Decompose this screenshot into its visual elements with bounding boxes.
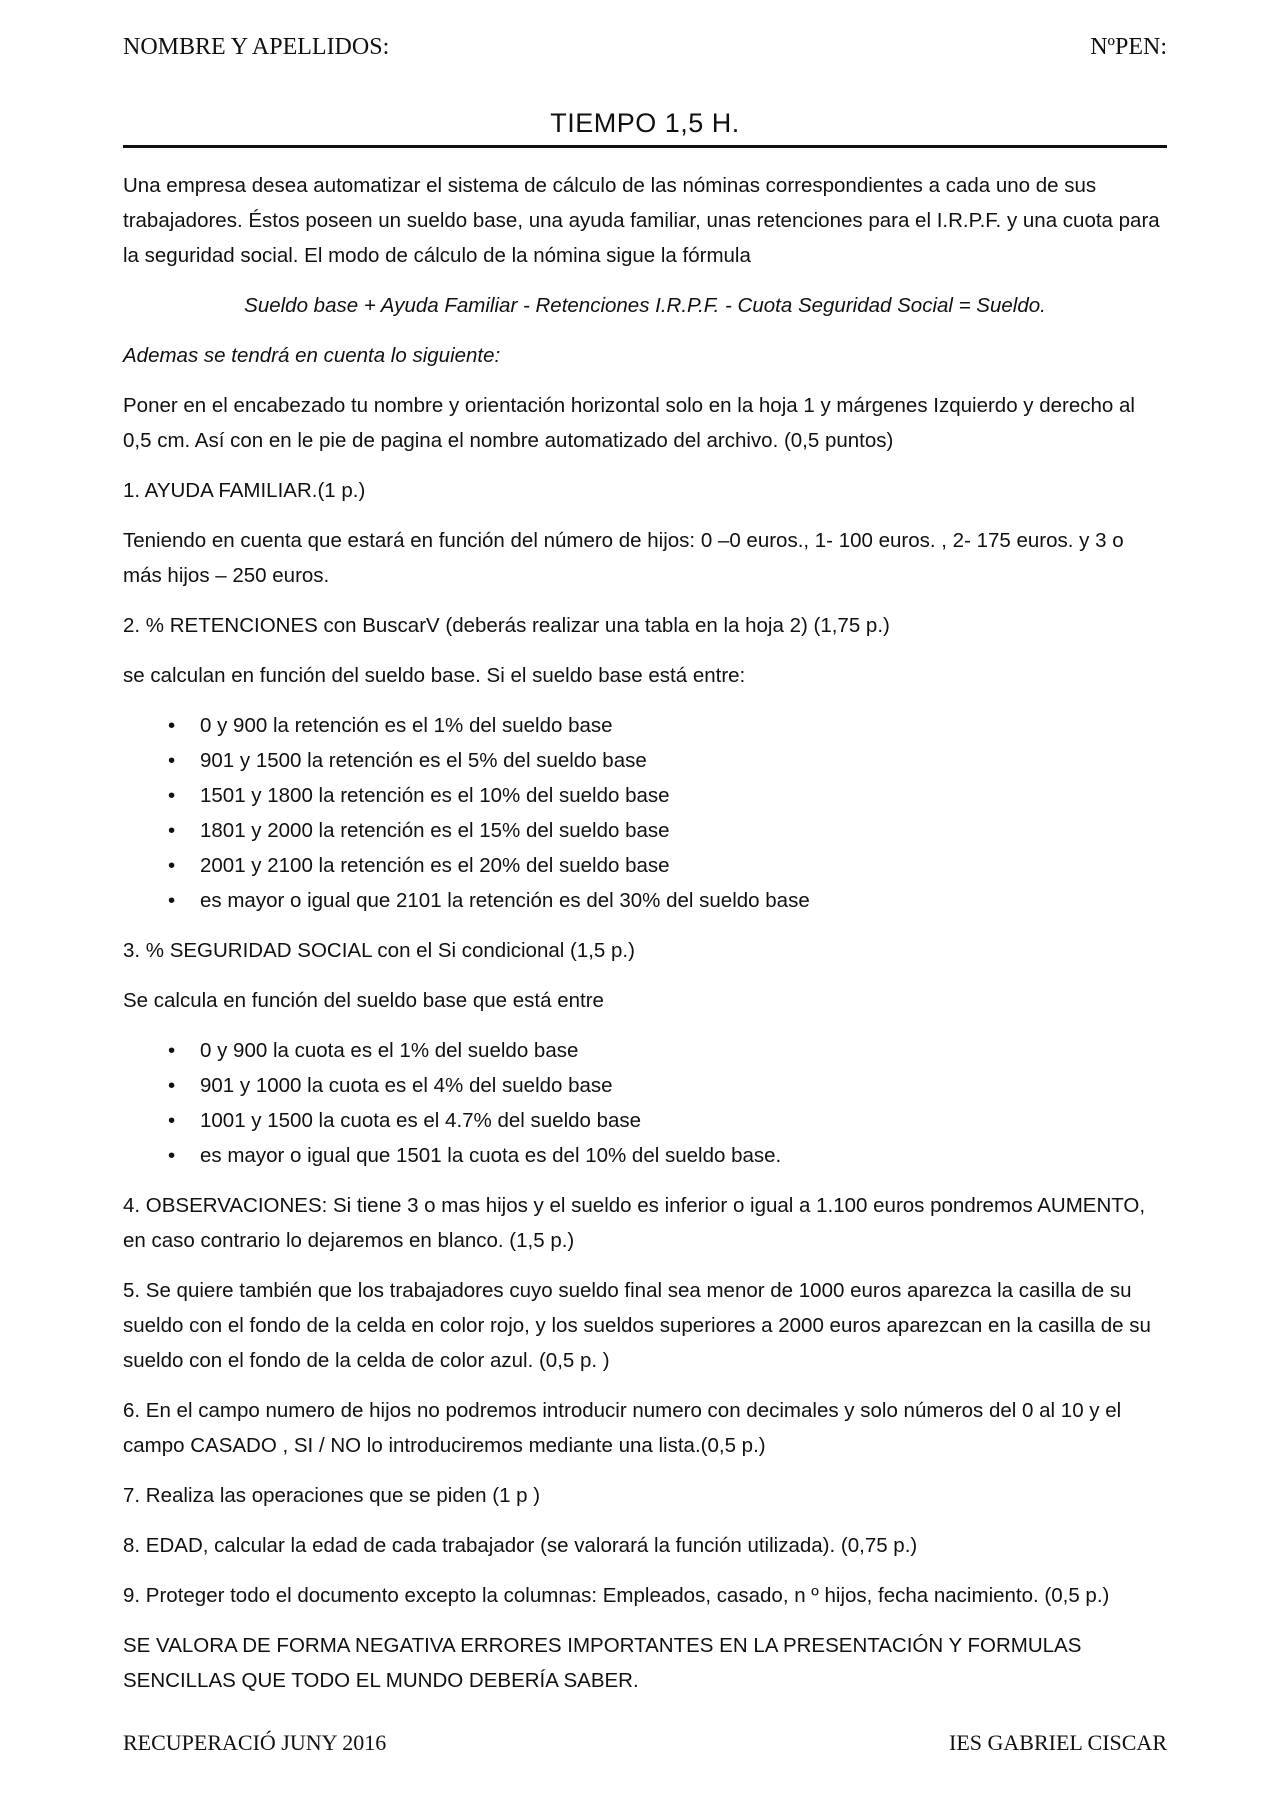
social-security-list <box>123 1033 1167 1173</box>
list-item <box>168 708 1167 743</box>
bullet-icon: • <box>168 1144 176 1167</box>
list-item-text: 901 y 1500 la retención es el 5% del sueldo base <box>200 749 647 772</box>
title-divider <box>123 145 1167 148</box>
list-item-text: 901 y 1000 la cuota es el 4% del sueldo base <box>200 1074 613 1097</box>
list-item <box>168 778 1167 813</box>
list-item <box>168 743 1167 778</box>
section-7-text: 7. Realiza las operaciones que se piden (1 p ) <box>123 1484 541 1507</box>
bullet-icon: • <box>168 784 176 807</box>
intro-note: Ademas se tendrá en cuenta lo siguiente: <box>123 344 501 367</box>
list-item <box>168 813 1167 848</box>
list-item <box>168 1033 1167 1068</box>
section-3-heading: 3. % SEGURIDAD SOCIAL con el Si condicional (1,5 p.) <box>123 939 635 962</box>
list-item-text: es mayor o igual que 1501 la cuota es del 10% del sueldo base. <box>200 1144 782 1167</box>
payroll-formula: Sueldo base + Ayuda Familiar - Retenciones I.R.P.F. - Cuota Seguridad Social = Sueldo. <box>244 294 1046 317</box>
bullet-icon: • <box>168 1109 176 1132</box>
footer-left: RECUPERACIÓ JUNY 2016 <box>123 1730 387 1755</box>
bullet-icon: • <box>168 1039 176 1062</box>
section-2-heading: 2. % RETENCIONES con BuscarV (deberás realizar una tabla en la hoja 2) (1,75 p.) <box>123 614 890 637</box>
list-item <box>168 1138 1167 1173</box>
intro-paragraph: Una empresa desea automatizar el sistema de cálculo de las nóminas correspondientes a cada uno de sus trabajadores. Éstos poseen un sueldo base, una ayuda familiar, unas retenciones para el I.R.P.F. y una cuota para la seguridad social. El modo de cálculo de la nómina sigue la fórmula <box>123 174 1160 267</box>
section-8-text: 8. EDAD, calcular la edad de cada trabajador (se valorará la función utilizada). (0,75 p.) <box>123 1534 918 1557</box>
section-4-text: 4. OBSERVACIONES: Si tiene 3 o mas hijos y el sueldo es inferior o igual a 1.100 euros pondremos AUMENTO, en caso contrario lo dejaremos en blanco. (1,5 p.) <box>123 1194 1146 1252</box>
list-item-text: 1801 y 2000 la retención es el 15% del sueldo base <box>200 819 670 842</box>
bullet-icon: • <box>168 889 176 912</box>
list-item-text: 2001 y 2100 la retención es el 20% del sueldo base <box>200 854 670 877</box>
list-item-text: 0 y 900 la cuota es el 1% del sueldo base <box>200 1039 579 1062</box>
list-item-text: 0 y 900 la retención es el 1% del sueldo base <box>200 714 613 737</box>
list-item-text: es mayor o igual que 2101 la retención es del 30% del sueldo base <box>200 889 810 912</box>
page-title: TIEMPO 1,5 H. <box>550 108 740 138</box>
bullet-icon: • <box>168 819 176 842</box>
exam-body <box>123 168 1167 1713</box>
bullet-icon: • <box>168 854 176 877</box>
list-item <box>168 883 1167 918</box>
retention-list <box>123 708 1167 918</box>
section-9-text: 9. Proteger todo el documento excepto la columnas: Empleados, casado, n º hijos, fecha nacimiento. (0,5 p.) <box>123 1584 1110 1607</box>
list-item-text: 1501 y 1800 la retención es el 10% del sueldo base <box>200 784 670 807</box>
list-item <box>168 1068 1167 1103</box>
footer-right: IES GABRIEL CISCAR <box>949 1730 1167 1755</box>
bullet-icon: • <box>168 714 176 737</box>
list-item <box>168 1103 1167 1138</box>
header-instruction: Poner en el encabezado tu nombre y orientación horizontal solo en la hoja 1 y márgenes Izquierdo y derecho al 0,5 cm. Así con en le pie de pagina el nombre automatizado del archivo. (0,5 puntos) <box>123 394 1135 452</box>
list-item-text: 1001 y 1500 la cuota es el 4.7% del sueldo base <box>200 1109 642 1132</box>
pen-label: NºPEN: <box>1090 34 1167 60</box>
warning-note: SE VALORA DE FORMA NEGATIVA ERRORES IMPORTANTES EN LA PRESENTACIÓN Y FORMULAS SENCILLAS QUE TODO EL MUNDO DEBERÍA SABER. <box>123 1634 1082 1692</box>
name-label: NOMBRE Y APELLIDOS: <box>123 34 390 60</box>
section-2-text: se calculan en función del sueldo base. Si el sueldo base está entre: <box>123 664 746 687</box>
section-5-text: 5. Se quiere también que los trabajadores cuyo sueldo final sea menor de 1000 euros aparezca la casilla de su sueldo con el fondo de la celda en color rojo, y los sueldos superiores a 2000 euros aparezcan en la casilla de su sueldo con el fondo de la celda de color azul. (0,5 p. ) <box>123 1279 1151 1372</box>
section-1-heading: 1. AYUDA FAMILIAR.(1 p.) <box>123 479 366 502</box>
section-6-text: 6. En el campo numero de hijos no podremos introducir numero con decimales y solo números del 0 al 10 y el campo CASADO , SI / NO lo introduciremos mediante una lista.(0,5 p.) <box>123 1399 1122 1457</box>
list-item <box>168 848 1167 883</box>
bullet-icon: • <box>168 749 176 772</box>
section-3-text: Se calcula en función del sueldo base que está entre <box>123 989 604 1012</box>
bullet-icon: • <box>168 1074 176 1097</box>
section-1-text: Teniendo en cuenta que estará en función del número de hijos: 0 –0 euros., 1- 100 euros. , 2- 175 euros. y 3 o más hijos – 250 euros. <box>123 529 1124 587</box>
